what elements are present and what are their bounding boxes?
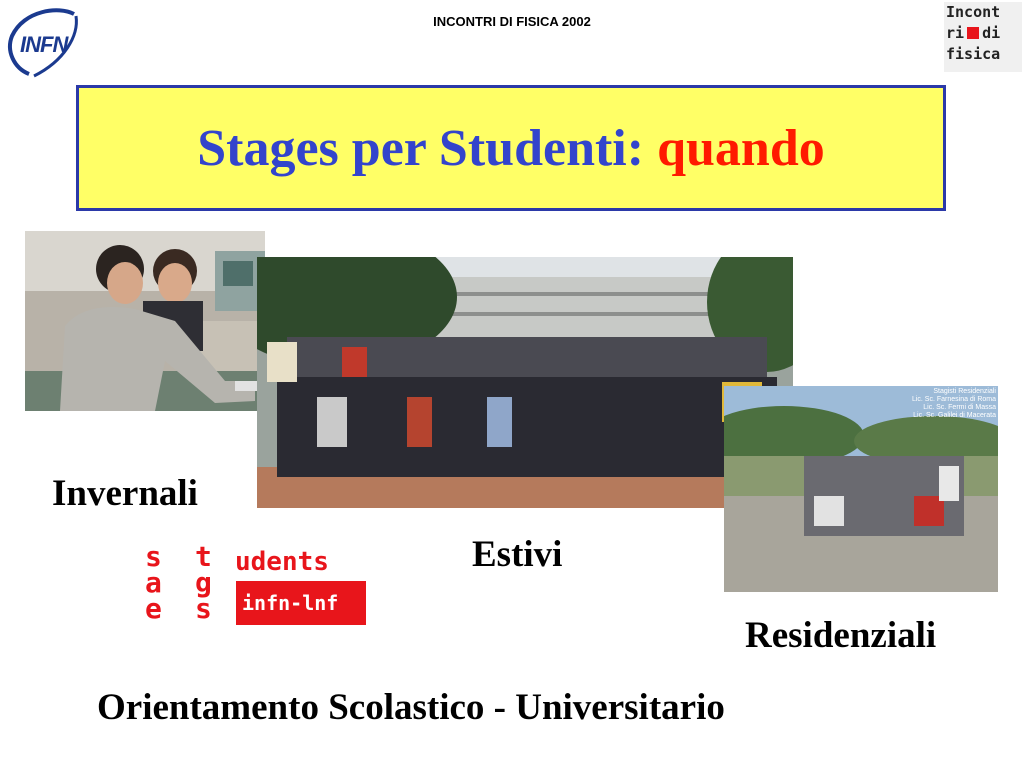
logo-letter: t — [195, 540, 212, 573]
incontri-line2 — [944, 23, 1022, 44]
label-residenziali: Residenziali — [745, 615, 937, 656]
stage-students-logo — [143, 540, 367, 628]
incontri-logo — [944, 2, 1022, 72]
caption-line: Stagisti Residenziali — [933, 388, 996, 395]
caption-line: Lic. Sc. Fermi di Massa — [923, 404, 996, 411]
photo-invernali — [25, 231, 265, 411]
caption-line: Lic. Sc. Farnesina di Roma — [911, 396, 996, 403]
bottom-subtitle: Orientamento Scolastico - Universitario — [97, 687, 725, 728]
title-box — [76, 85, 946, 211]
logo-letter: g — [195, 566, 212, 599]
infn-logo-text: INFN — [20, 32, 68, 57]
header-title: INCONTRI DI FISICA 2002 — [433, 14, 591, 29]
incontri-line2-a: ri — [946, 24, 965, 42]
photo-residenziali-caption — [860, 388, 996, 420]
logo-letter: s — [145, 540, 162, 573]
logo-letter: s — [195, 592, 212, 625]
logo-word: udents — [235, 547, 329, 577]
incontri-line2-b: di — [982, 24, 1001, 42]
label-estivi: Estivi — [472, 534, 563, 575]
logo-box: infn-lnf — [236, 581, 366, 625]
label-invernali: Invernali — [52, 473, 198, 514]
slide-title-accent: quando — [657, 119, 825, 177]
incontri-line3: fisica — [946, 45, 1001, 63]
photo-estivi — [257, 257, 793, 508]
logo-col-1 — [145, 540, 162, 625]
red-square-icon — [967, 27, 979, 39]
logo-letter: a — [145, 566, 162, 599]
logo-letter: e — [145, 592, 162, 625]
slide-title — [197, 119, 825, 178]
caption-line: Lic. Sc. Galilei di Macerata — [913, 412, 996, 419]
slide-title-main: Stages per Studenti: — [197, 119, 645, 177]
incontri-line1: Incont — [946, 3, 1001, 21]
logo-col-2 — [195, 540, 212, 625]
